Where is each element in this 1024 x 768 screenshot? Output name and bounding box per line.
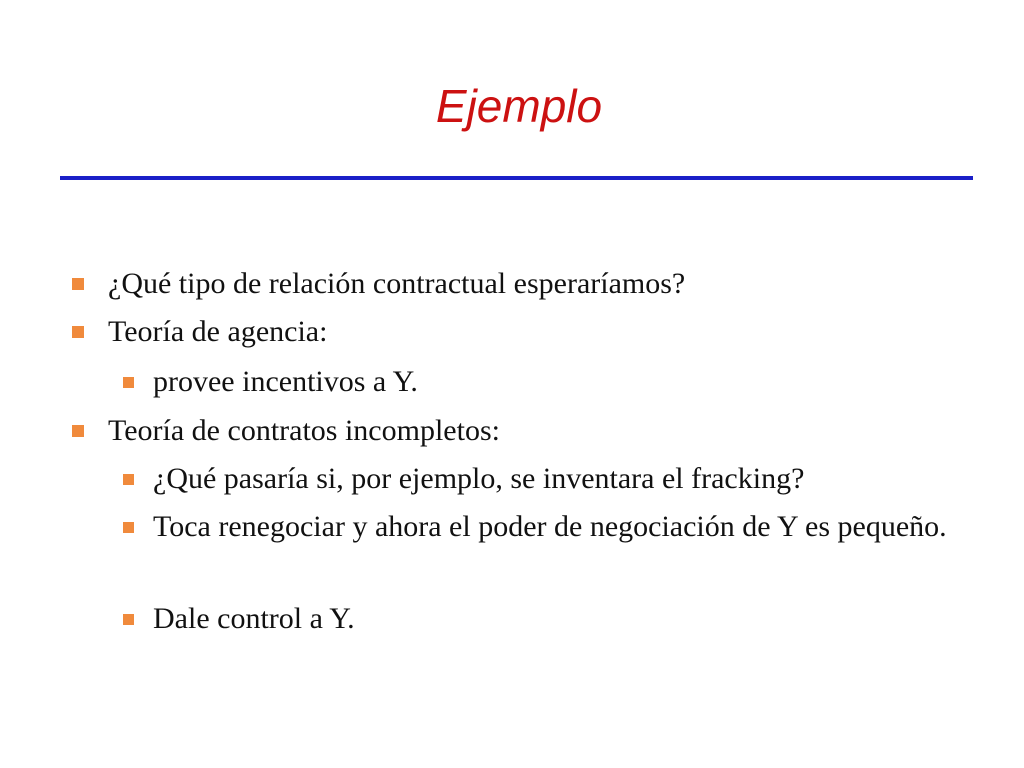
square-bullet-icon xyxy=(123,377,134,388)
square-bullet-icon xyxy=(72,326,84,338)
bullet-text: provee incentivos a Y. xyxy=(153,365,418,398)
square-bullet-icon xyxy=(72,425,84,437)
sub-bullet-item xyxy=(153,361,973,403)
bullet-text: ¿Qué pasaría si, por ejemplo, se inventara el fracking? xyxy=(153,462,805,495)
slide-title: Ejemplo xyxy=(435,80,603,132)
bullet-item xyxy=(108,311,327,353)
square-bullet-icon xyxy=(72,278,84,290)
sub-bullet-item xyxy=(153,598,973,640)
bullet-text: ¿Qué tipo de relación contractual esperaríamos? xyxy=(108,267,686,300)
title-divider xyxy=(60,176,973,180)
square-bullet-icon xyxy=(123,474,134,485)
square-bullet-icon xyxy=(123,614,134,625)
sub-bullet-item xyxy=(153,506,973,548)
bullet-text: Dale control a Y. xyxy=(153,602,355,635)
sub-bullet-item xyxy=(153,458,973,500)
square-bullet-icon xyxy=(123,522,134,533)
bullet-text: Teoría de agencia: xyxy=(108,315,328,348)
bullet-item xyxy=(108,263,685,305)
bullet-item xyxy=(108,410,500,452)
bullet-text: Toca renegociar y ahora el poder de negociación de Y es pequeño. xyxy=(153,510,947,543)
bullet-text: Teoría de contratos incompletos: xyxy=(108,414,500,447)
